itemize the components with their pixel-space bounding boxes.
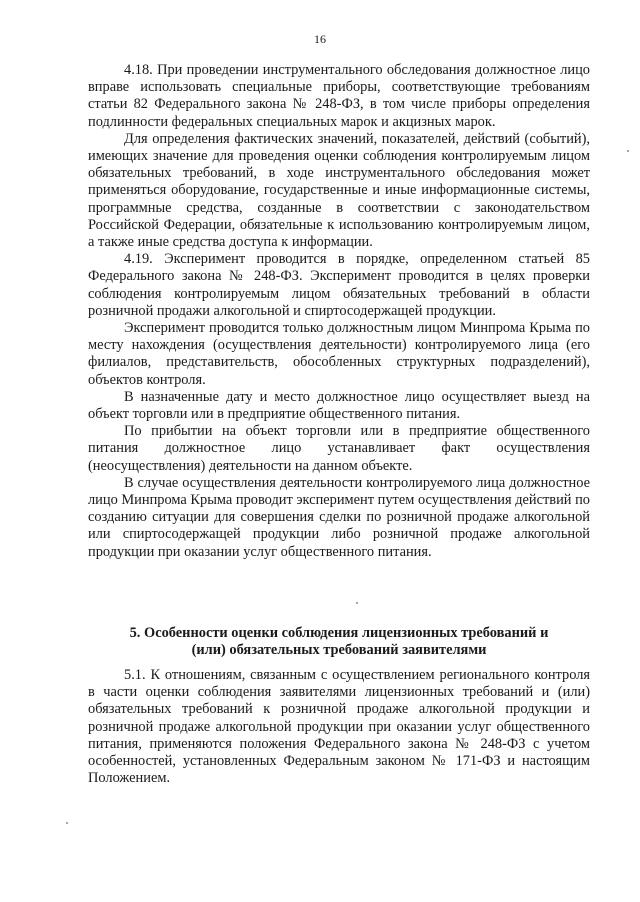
scan-speck [627, 150, 629, 152]
section-5-text [88, 667, 590, 787]
paragraph-5-1: 5.1. К отношениям, связанным с осуществлением регионального контроля в части оценки соблюдения заявителями лицензионных требований и (или) обязательных требований к розничной продаже алкогольной продукции и розничной продаже алкогольной продукции при оказании услуг общественного питания, применяются положения Федерального закона № 248-ФЗ с учетом особенностей, установленных Федеральным законом № 171-ФЗ и настоящим Положением. [88, 667, 590, 787]
section-heading [88, 625, 590, 659]
paragraph-experiment-official: Эксперимент проводится только должностным лицом Минпрома Крыма по месту нахождения (осуществления деятельности) контролируемого лица (его филиалов, представительств, обособленных структурных подразделений), объектов контроля. [88, 320, 590, 388]
paragraph-scheduled-visit: В назначенные дату и место должностное лицо осуществляет выезд на объект торговли или в предприятие общественного питания. [88, 388, 590, 423]
paragraph-on-arrival: По прибытии на объект торговли или в предприятие общественного питания должностное лицо устанавливает факт осуществления (неосуществления) деятельности на данном объекте. [88, 423, 590, 474]
paragraph-4-19: 4.19. Эксперимент проводится в порядке, определенном статьей 85 Федерального закона № 248-ФЗ. Эксперимент проводится в целях проверки соблюдения контролируемым лицом обязательных требований в области розничной продажи алкогольной и спиртосодержащей продукции. [88, 251, 590, 319]
body-text [88, 62, 590, 561]
page-number: 16 [314, 32, 326, 46]
section-heading-line-1: 5. Особенности оценки соблюдения лицензионных требований и [129, 625, 549, 641]
paragraph-measurement: Для определения фактических значений, показателей, действий (событий), имеющих значение для проведения оценки соблюдения контролируемым лицом обязательных требований, в ходе инструментального обследования может применяться оборудование, государственные и иные информационные системы, программные средства, созданные в соответствии с законодательством Российской Федерации, обязательные к использованию контролируемым лицом, а также иные средства доступа к информации. [88, 130, 590, 251]
section-heading-line-2: (или) обязательных требований заявителями [191, 642, 487, 658]
scan-speck [356, 602, 358, 604]
paragraph-conducting-experiment: В случае осуществления деятельности контролируемого лица должностное лицо Минпрома Крыма проводит эксперимент путем осуществления действий по созданию ситуации для совершения сделки по розничной продаже алкогольной или спиртосодержащей продукции либо розничной продаже алкогольной продукции при оказании услуг общественного питания. [88, 474, 590, 560]
scan-speck [66, 822, 68, 824]
paragraph-4-18: 4.18. При проведении инструментального обследования должностное лицо вправе использовать специальные приборы, соответствующие требованиям статьи 82 Федерального закона № 248-ФЗ, в том числе приборы определения подлинности федеральных специальных марок и акцизных марок. [88, 62, 590, 130]
